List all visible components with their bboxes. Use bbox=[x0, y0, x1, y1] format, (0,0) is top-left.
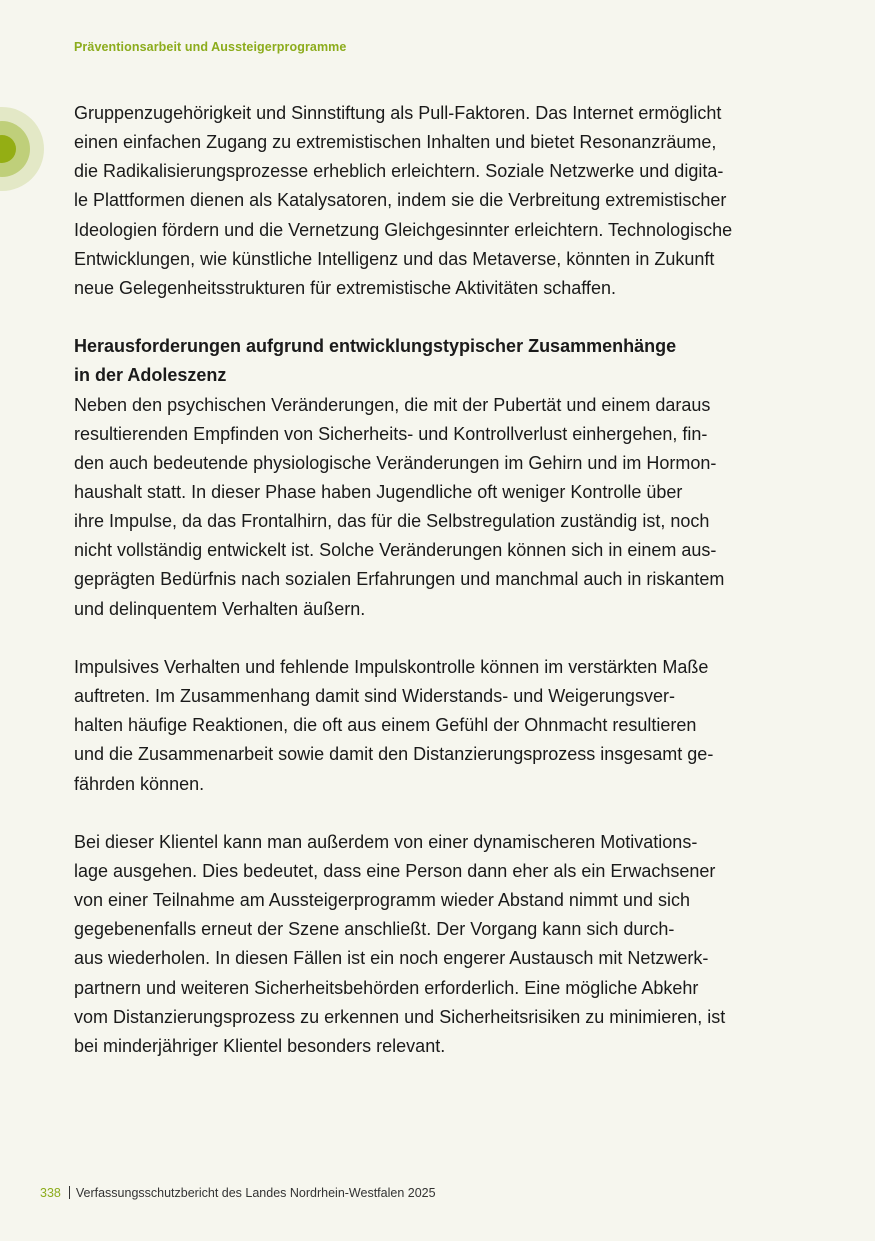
paragraph-2 bbox=[74, 391, 814, 624]
page-body bbox=[74, 99, 814, 1061]
section-heading bbox=[74, 332, 814, 390]
text-line: Ideologien fördern und die Vernetzung Gleichgesinnter erleichtern. Technologische bbox=[74, 219, 733, 240]
paragraph-gap bbox=[74, 799, 814, 828]
paragraph-4 bbox=[74, 828, 814, 1061]
text-line: und die Zusammenarbeit sowie damit den Distanzierungsprozess insgesamt ge- bbox=[74, 744, 714, 765]
text-line: vom Distanzierungsprozess zu erkennen und Sicherheitsrisiken zu minimieren, ist bbox=[74, 1006, 726, 1027]
text-line: Neben den psychischen Veränderungen, die mit der Pubertät und einem daraus bbox=[74, 394, 711, 415]
paragraph-3 bbox=[74, 653, 814, 799]
paragraph-gap bbox=[74, 303, 814, 332]
text-line: nicht vollständig entwickelt ist. Solche Veränderungen können sich in einem aus- bbox=[74, 540, 717, 561]
text-line: Gruppenzugehörigkeit und Sinnstiftung als Pull-Faktoren. Das Internet ermöglicht bbox=[74, 103, 722, 123]
footer-divider bbox=[69, 1186, 70, 1199]
text-line: einen einfachen Zugang zu extremistischen Inhalten und bietet Resonanzräume, bbox=[74, 132, 717, 153]
heading-line: in der Adoleszenz bbox=[74, 365, 227, 386]
text-line: lage ausgehen. Dies bedeutet, dass eine Person dann eher als ein Erwachsener bbox=[74, 861, 716, 882]
text-line: fährden können. bbox=[74, 773, 205, 794]
text-line: halten häufige Reaktionen, die oft aus einem Gefühl der Ohnmacht resultieren bbox=[74, 715, 697, 736]
text-line: bei minderjähriger Klientel besonders relevant. bbox=[74, 1035, 446, 1056]
text-line: neue Gelegenheitsstrukturen für extremistische Aktivitäten schaffen. bbox=[74, 277, 616, 298]
heading-line: Herausforderungen aufgrund entwicklungstypischer Zusammenhänge bbox=[74, 336, 677, 357]
text-line: aus wiederholen. In diesen Fällen ist ein noch engerer Austausch mit Netzwerk- bbox=[74, 948, 709, 969]
text-line: den auch bedeutende physiologische Veränderungen im Gehirn und im Hormon- bbox=[74, 452, 717, 473]
text-line: ihre Impulse, da das Frontalhirn, das für die Selbstregulation zuständig ist, noch bbox=[74, 511, 710, 532]
paragraph-1 bbox=[74, 99, 814, 303]
page-number: 338 bbox=[40, 1186, 61, 1200]
text-line: von einer Teilnahme am Aussteigerprogramm wieder Abstand nimmt und sich bbox=[74, 890, 690, 911]
text-line: le Plattformen dienen als Katalysatoren, indem sie die Verbreitung extremistischer bbox=[74, 190, 727, 211]
text-line: auftreten. Im Zusammenhang damit sind Widerstands- und Weigerungsver- bbox=[74, 686, 675, 707]
text-line: Impulsives Verhalten und fehlende Impulskontrolle können im verstärkten Maße bbox=[74, 656, 709, 677]
text-line: geprägten Bedürfnis nach sozialen Erfahrungen und manchmal auch in riskantem bbox=[74, 569, 725, 590]
page-footer bbox=[40, 1186, 436, 1200]
text-line: Entwicklungen, wie künstliche Intelligenz und das Metaverse, könnten in Zukunft bbox=[74, 248, 715, 269]
paragraph-gap bbox=[74, 624, 814, 653]
text-line: resultierenden Empfinden von Sicherheits- und Kontrollverlust einhergehen, fin- bbox=[74, 423, 708, 444]
text-line: Bei dieser Klientel kann man außerdem von einer dynamischeren Motivations- bbox=[74, 831, 698, 852]
text-line: und delinquentem Verhalten äußern. bbox=[74, 598, 366, 619]
publication-title: Verfassungsschutzbericht des Landes Nordrhein-Westfalen 2025 bbox=[75, 1186, 436, 1200]
target-circles-icon bbox=[0, 107, 44, 191]
text-line: die Radikalisierungsprozesse erheblich erleichtern. Soziale Netzwerke und digita- bbox=[74, 161, 724, 182]
running-header: Präventionsarbeit und Aussteigerprogramme bbox=[74, 40, 347, 54]
text-line: gegebenenfalls erneut der Szene anschließt. Der Vorgang kann sich durch- bbox=[74, 919, 675, 940]
text-line: partnern und weiteren Sicherheitsbehörden erforderlich. Eine mögliche Abkehr bbox=[74, 977, 699, 998]
text-line: haushalt statt. In dieser Phase haben Jugendliche oft weniger Kontrolle über bbox=[74, 482, 683, 503]
